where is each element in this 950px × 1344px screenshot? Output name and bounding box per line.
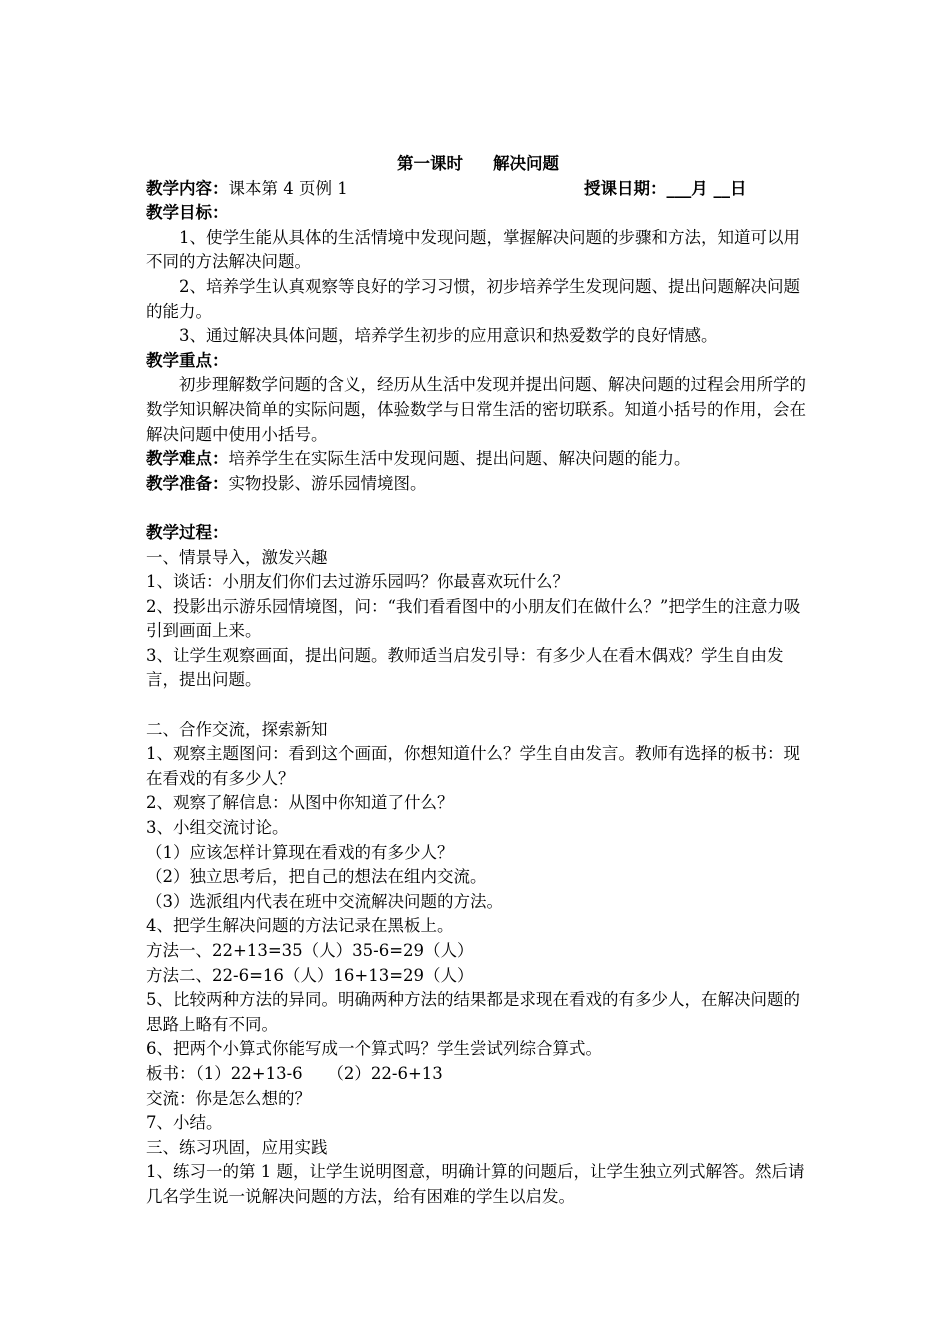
section3-line-1: 1、练习一的第 1 题，让学生说明图意，明确计算的问题后，让学生独立列式解答。然后请几名学生说一说解决问题的方法，给有困难的学生以启发。 — [146, 1162, 805, 1206]
process-label: 教学过程： — [146, 522, 229, 542]
section2-line-3: 3、小组交流讨论。 — [146, 818, 289, 838]
content-value: 课本第 4 页例 1 — [228, 178, 348, 198]
section2-line-7: 4、把学生解决问题的方法记录在黑板上。 — [146, 916, 454, 936]
section2-line-5: （2）独立思考后，把自己的想法在组内交流。 — [146, 867, 487, 887]
section2-line-8: 方法一、22+13=35（人）35-6=29（人） — [146, 941, 474, 960]
content-label: 教学内容： — [146, 178, 229, 198]
goal-item-1: 1、使学生能从具体的生活情境中发现问题，掌握解决问题的步骤和方法，知道可以用不同的方法解决问题。 — [146, 227, 800, 272]
section2-line-11: 6、把两个小算式你能写成一个算式吗？学生尝试列综合算式。 — [146, 1039, 602, 1059]
title-topic: 解决问题 — [493, 154, 559, 173]
section2-heading: 二、合作交流，探索新知 — [146, 719, 328, 739]
goal-item-3: 3、通过解决具体问题，培养学生初步的应用意识和热爱数学的良好情感。 — [179, 326, 718, 346]
section1-line-1: 1、谈话：小朋友们你们去过游乐园吗？你最喜欢玩什么？ — [146, 572, 569, 592]
section2-line-9: 方法二、22-6=16（人）16+13=29（人） — [146, 965, 474, 985]
prep-text: 实物投影、游乐园情境图。 — [228, 473, 427, 493]
page-title — [146, 152, 810, 177]
section1-line-2: 2、投影出示游乐园情境图，问：“我们看看图中的小朋友们在做什么？”把学生的注意力吸引到画面上来。 — [146, 596, 801, 641]
difficulty-label: 教学难点： — [146, 449, 229, 469]
date-label: 授课日期： — [584, 178, 667, 198]
section2-line-2: 2、观察了解信息：从图中你知道了什么？ — [146, 793, 454, 813]
section2-line-1: 1、观察主题图问：看到这个画面，你想知道什么？学生自由发言。教师有选择的板书：现在看戏的有多少人？ — [146, 744, 800, 788]
goals-label: 教学目标： — [146, 203, 229, 223]
section2-line-13: 交流：你是怎么想的？ — [146, 1088, 311, 1108]
section2-line-10: 5、比较两种方法的异同。明确两种方法的结果都是求现在看戏的有多少人，在解决问题的思路上略有不同。 — [146, 990, 800, 1034]
focus-text: 初步理解数学问题的含义，经历从生活中发现并提出问题、解决问题的过程会用所学的数学知识解决简单的实际问题，体验数学与日常生活的密切联系。知道小括号的作用，会在解决问题中使用小括号。 — [146, 375, 806, 444]
title-lesson: 第一课时 — [397, 154, 463, 173]
section3-heading: 三、练习巩固，应用实践 — [146, 1137, 328, 1157]
header-row — [146, 177, 810, 202]
section2-line-12: 板书：（1）22+13-6 （2）22-6+13 — [146, 1063, 443, 1083]
focus-label: 教学重点： — [146, 350, 229, 370]
lesson-plan-page — [146, 152, 810, 1210]
section2-line-4: （1）应该怎样计算现在看戏的有多少人？ — [146, 842, 454, 862]
date-value: ___月 __日 — [666, 178, 747, 198]
prep-label: 教学准备： — [146, 473, 229, 493]
section1-heading: 一、情景导入，激发兴趣 — [146, 547, 328, 567]
goal-item-2: 2、培养学生认真观察等良好的学习习惯，初步培养学生发现问题、提出问题解决问题的能力。 — [146, 276, 800, 321]
difficulty-text: 培养学生在实际生活中发现问题、提出问题、解决问题的能力。 — [228, 449, 691, 469]
section2-line-6: （3）选派组内代表在班中交流解决问题的方法。 — [146, 891, 503, 911]
section1-line-3: 3、让学生观察画面，提出问题。教师适当启发引导：有多少人在看木偶戏？学生自由发言，提出问题。 — [146, 645, 784, 690]
section2-line-14: 7、小结。 — [146, 1113, 223, 1133]
